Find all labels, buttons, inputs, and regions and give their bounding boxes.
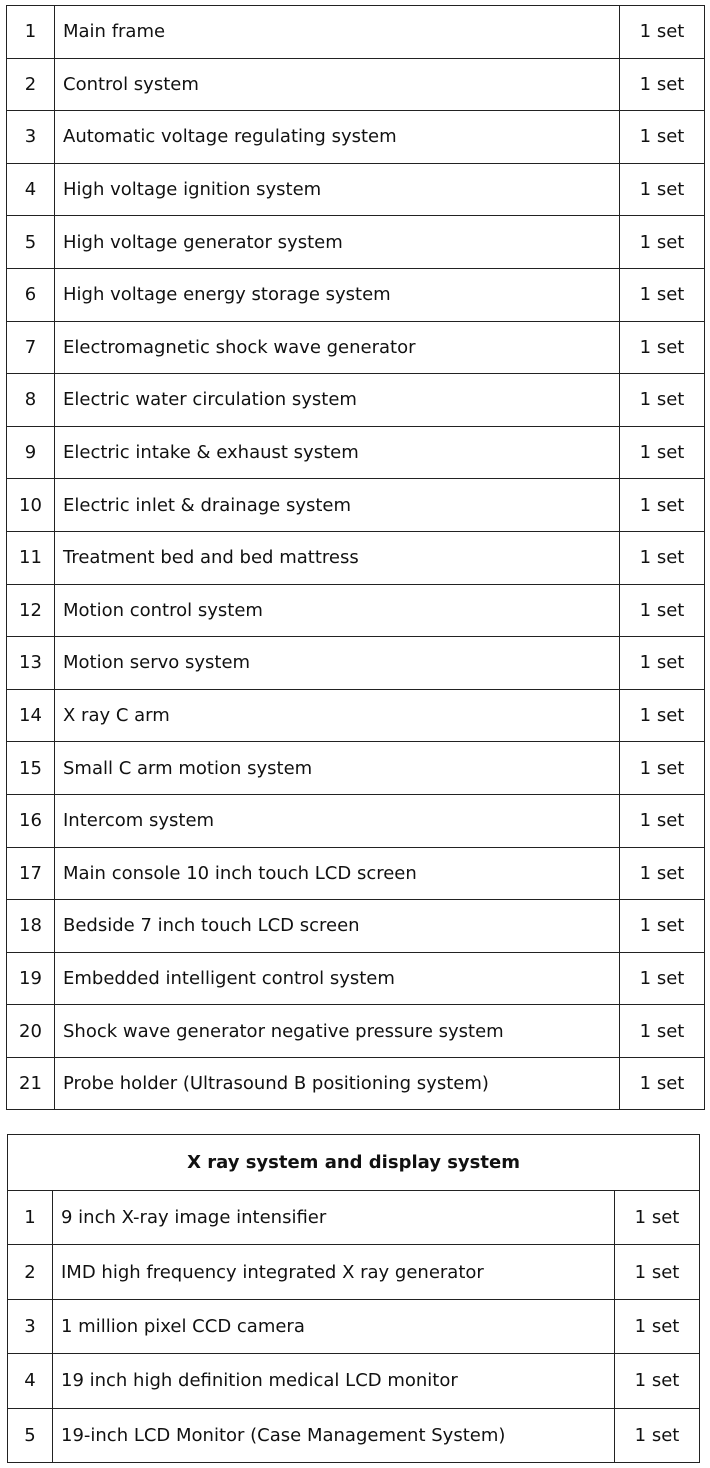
item-number: 1 — [7, 6, 55, 59]
table-row — [7, 1057, 705, 1110]
item-name: Intercom system — [55, 794, 620, 847]
item-number: 18 — [7, 900, 55, 953]
table-row — [8, 1408, 700, 1462]
item-number: 14 — [7, 689, 55, 742]
item-quantity: 1 set — [620, 1005, 705, 1058]
item-quantity: 1 set — [620, 216, 705, 269]
table-row — [7, 58, 705, 111]
item-quantity: 1 set — [615, 1245, 700, 1299]
item-number: 11 — [7, 531, 55, 584]
table-row — [7, 584, 705, 637]
item-number: 4 — [8, 1354, 53, 1408]
item-name: Main frame — [55, 6, 620, 59]
table-row — [8, 1354, 700, 1408]
table-row — [7, 163, 705, 216]
item-quantity: 1 set — [620, 742, 705, 795]
item-name: High voltage ignition system — [55, 163, 620, 216]
item-quantity: 1 set — [620, 58, 705, 111]
item-name: X ray C arm — [55, 689, 620, 742]
table-row — [7, 479, 705, 532]
item-quantity: 1 set — [615, 1354, 700, 1408]
item-number: 20 — [7, 1005, 55, 1058]
item-name: 19-inch LCD Monitor (Case Management System) — [53, 1408, 615, 1462]
item-number: 4 — [7, 163, 55, 216]
item-quantity: 1 set — [620, 268, 705, 321]
item-number: 12 — [7, 584, 55, 637]
item-name: Bedside 7 inch touch LCD screen — [55, 900, 620, 953]
table-row — [8, 1191, 700, 1245]
table-row — [7, 952, 705, 1005]
item-name: Control system — [55, 58, 620, 111]
table-row — [7, 374, 705, 427]
item-quantity: 1 set — [620, 1057, 705, 1110]
item-name: Electric intake & exhaust system — [55, 426, 620, 479]
item-quantity: 1 set — [620, 952, 705, 1005]
table-row — [7, 689, 705, 742]
item-name: Treatment bed and bed mattress — [55, 531, 620, 584]
components-table-body — [7, 6, 705, 1110]
item-name: Small C arm motion system — [55, 742, 620, 795]
table-row — [7, 794, 705, 847]
table-row — [8, 1299, 700, 1353]
item-number: 7 — [7, 321, 55, 374]
item-name: 19 inch high definition medical LCD monitor — [53, 1354, 615, 1408]
item-number: 16 — [7, 794, 55, 847]
item-quantity: 1 set — [615, 1299, 700, 1353]
item-quantity: 1 set — [620, 689, 705, 742]
item-name: Motion control system — [55, 584, 620, 637]
item-number: 3 — [8, 1299, 53, 1353]
item-quantity: 1 set — [620, 794, 705, 847]
item-quantity: 1 set — [620, 111, 705, 164]
item-name: Electric water circulation system — [55, 374, 620, 427]
item-quantity: 1 set — [620, 531, 705, 584]
item-number: 9 — [7, 426, 55, 479]
item-name: 1 million pixel CCD camera — [53, 1299, 615, 1353]
item-quantity: 1 set — [620, 426, 705, 479]
xray-system-table — [7, 1134, 700, 1463]
item-number: 1 — [8, 1191, 53, 1245]
item-number: 17 — [7, 847, 55, 900]
item-number: 2 — [8, 1245, 53, 1299]
table-row — [7, 268, 705, 321]
item-name: Electric inlet & drainage system — [55, 479, 620, 532]
item-quantity: 1 set — [620, 479, 705, 532]
item-name: Shock wave generator negative pressure system — [55, 1005, 620, 1058]
table-row — [7, 637, 705, 690]
item-quantity: 1 set — [615, 1408, 700, 1462]
xray-system-table-body — [8, 1135, 700, 1463]
item-number: 8 — [7, 374, 55, 427]
item-quantity: 1 set — [620, 374, 705, 427]
item-number: 5 — [7, 216, 55, 269]
item-quantity: 1 set — [615, 1191, 700, 1245]
item-name: IMD high frequency integrated X ray generator — [53, 1245, 615, 1299]
item-quantity: 1 set — [620, 163, 705, 216]
table-row — [7, 847, 705, 900]
item-name: Probe holder (Ultrasound B positioning system) — [55, 1057, 620, 1110]
item-name: Motion servo system — [55, 637, 620, 690]
table-row — [7, 111, 705, 164]
table-row — [7, 742, 705, 795]
item-number: 2 — [7, 58, 55, 111]
item-number: 21 — [7, 1057, 55, 1110]
table-row — [7, 216, 705, 269]
table-row — [7, 6, 705, 59]
section-title: X ray system and display system — [8, 1135, 700, 1191]
table-row — [7, 900, 705, 953]
item-quantity: 1 set — [620, 6, 705, 59]
item-quantity: 1 set — [620, 584, 705, 637]
item-name: Electromagnetic shock wave generator — [55, 321, 620, 374]
item-number: 13 — [7, 637, 55, 690]
item-number: 5 — [8, 1408, 53, 1462]
item-name: High voltage generator system — [55, 216, 620, 269]
item-name: High voltage energy storage system — [55, 268, 620, 321]
table-header-row — [8, 1135, 700, 1191]
item-number: 19 — [7, 952, 55, 1005]
table-row — [7, 531, 705, 584]
item-name: 9 inch X-ray image intensifier — [53, 1191, 615, 1245]
table-row — [7, 426, 705, 479]
item-number: 10 — [7, 479, 55, 532]
item-quantity: 1 set — [620, 847, 705, 900]
item-name: Main console 10 inch touch LCD screen — [55, 847, 620, 900]
item-quantity: 1 set — [620, 321, 705, 374]
item-quantity: 1 set — [620, 637, 705, 690]
table-row — [7, 1005, 705, 1058]
components-table — [6, 5, 705, 1110]
table-row — [8, 1245, 700, 1299]
item-number: 15 — [7, 742, 55, 795]
item-number: 6 — [7, 268, 55, 321]
item-name: Automatic voltage regulating system — [55, 111, 620, 164]
item-number: 3 — [7, 111, 55, 164]
item-name: Embedded intelligent control system — [55, 952, 620, 1005]
table-row — [7, 321, 705, 374]
item-quantity: 1 set — [620, 900, 705, 953]
